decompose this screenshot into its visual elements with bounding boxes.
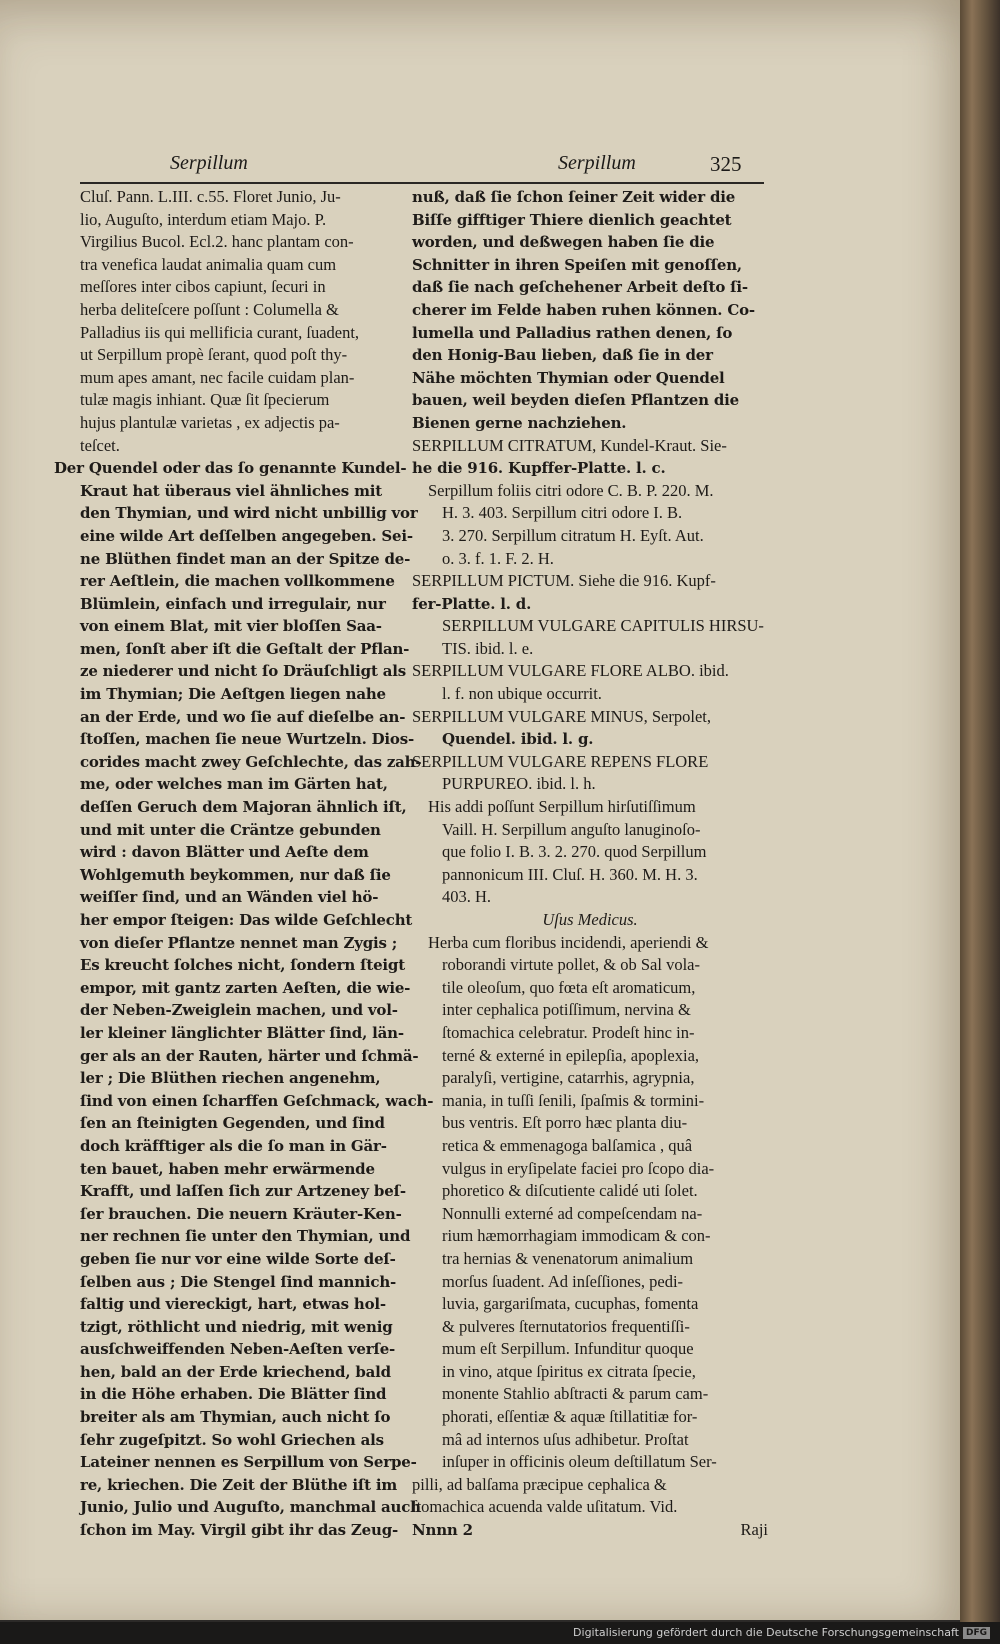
text-line: ut Serpillum propè ſerant, quod poſt thy- [80, 345, 348, 365]
text-line: ſtomachica acuenda valde uſitatum. Vid. [412, 1497, 678, 1517]
signature-mark: Nnnn 2 [412, 1521, 473, 1540]
text-line: pannonicum III. Cluſ. H. 360. M. H. 3. [442, 864, 698, 884]
text-line: geben ſie nur vor eine wilde Sorte deſ- [80, 1249, 396, 1268]
text-line: phorati, eſſentiæ & aquæ ſtillatitiæ for- [442, 1407, 698, 1427]
text-line: ſtomachica celebratur. Prodeſt hinc in- [442, 1022, 695, 1042]
text-line: Blümlein, einfach und irregulair, nur [80, 594, 386, 613]
text-line: corides macht zwey Geſchlechte, das zah- [80, 752, 422, 771]
text-line: mâ ad internos uſus adhibetur. Proſtat [442, 1429, 689, 1449]
text-line: in die Höhe erhaben. Die Blätter ſind [80, 1385, 387, 1404]
text-line: SERPILLUM VULGARE FLORE ALBO. ibid. [412, 661, 729, 681]
signature-line [412, 1519, 768, 1542]
text-line: que folio I. B. 3. 2. 270. quod Serpillum [442, 842, 707, 862]
text-line: PURPUREO. ibid. l. h. [442, 774, 596, 794]
header-center-title: Serpillum [558, 152, 636, 174]
text-line: Schnitter in ihren Speiſen mit genoſſen, [412, 255, 742, 274]
text-line: SERPILLUM VULGARE MINUS, Serpolet, [412, 706, 711, 726]
text-line: ſtoſſen, machen ſie neue Wurtzeln. Dios- [80, 730, 414, 749]
text-line: roborandi virtute pollet, & ob Sal vola- [442, 955, 700, 975]
text-line: wird : davon Blätter und Aeſte dem [80, 843, 369, 862]
text-line: in vino, atque ſpiritus ex citrata ſpecie, [442, 1361, 696, 1381]
text-line: tulæ magis inhiant. Quæ ſit ſpecierum [80, 390, 330, 410]
catchword: Raji [740, 1520, 768, 1540]
text-line: inter cephalica potiſſimum, nervina & [442, 1000, 691, 1020]
text-line: tra hernias & venenatorum animalium [442, 1248, 694, 1268]
text-line: Junio, Julio und Auguſto, manchmal auch [80, 1498, 421, 1517]
text-line: Nonnulli externé ad compeſcendam na- [442, 1203, 703, 1223]
text-line: o. 3. f. 1. F. 2. H. [442, 548, 554, 568]
text-line: tile oleoſum, quo fœta eſt aromaticum, [442, 977, 696, 997]
text-line: SERPILLUM VULGARE REPENS FLORE [412, 751, 709, 771]
text-line: monente Stahlio abſtracti & parum cam- [442, 1384, 709, 1404]
text-line: rium hæmorrhagiam immodicam & con- [442, 1226, 711, 1246]
text-line: Wohlgemuth beykommen, nur daß ſie [80, 865, 391, 884]
text-line: meſſores inter cibos capiunt, ſecuri in [80, 277, 326, 297]
left-column [54, 186, 434, 1542]
text-line: morſus ſuadent. Ad inſeſſiones, pedi- [442, 1271, 684, 1291]
text-line: lio, Auguſto, interdum etiam Majo. P. [80, 209, 327, 229]
page-number: 325 [710, 152, 742, 176]
header-left-title: Serpillum [170, 152, 248, 174]
text-line: weiſſer ſind, und an Wänden viel hö- [80, 888, 379, 907]
text-line: her empor ſteigen: Das wilde Geſchlecht [80, 911, 413, 929]
text-line: 3. 270. Serpillum citratum H. Eyſt. Aut. [442, 525, 704, 545]
text-line: ger als an der Rauten, härter und ſchmä- [80, 1046, 419, 1065]
text-line: ze niederer und nicht ſo Dräuſchligt als [80, 662, 406, 681]
text-line: tra venefica laudat animalia quam cum [80, 254, 337, 274]
text-line: Bienen gerne nachziehen. [412, 413, 627, 432]
text-line: His addi poſſunt Serpillum hirſutiſſimum [428, 797, 696, 817]
text-line: deſſen Geruch dem Majoran ähnlich iſt, [80, 798, 407, 817]
text-line: he die 916. Kupffer-Platte. l. c. [412, 459, 666, 478]
text-line: SERPILLUM VULGARE CAPITULIS HIRSU- [442, 616, 764, 636]
text-line: TIS. ibid. l. e. [442, 638, 534, 658]
right-column [412, 186, 768, 1542]
text-line: Serpillum foliis citri odore C. B. P. 220. M. [428, 480, 714, 500]
text-line: Cluſ. Pann. L.III. c.55. Floret Junio, Ju- [80, 187, 341, 206]
text-line: vulgus in eryſipelate faciei pro ſcopo dia- [442, 1158, 715, 1178]
text-line: rer Aeſtlein, die machen vollkommene [80, 572, 395, 591]
text-line: pilli, ad balſama præcipue cephalica & [412, 1474, 667, 1494]
text-line: daß ſie nach geſchehener Arbeit deſto ſi- [412, 278, 748, 297]
credit-text: Digitalisierung gefördert durch die Deutsche Forschungsgemeinschaft [573, 1626, 959, 1639]
text-line: l. f. non ubique occurrit. [442, 684, 602, 704]
text-line: ler kleiner länglichter Blätter ſind, län- [80, 1023, 404, 1042]
text-line: mum eſt Serpillum. Infunditur quoque [442, 1339, 694, 1359]
text-line: Biſſe gifftiger Thiere dienlich geachtet [412, 210, 732, 229]
text-line: phoretico & diſcutiente calidé uti ſolet. [442, 1181, 698, 1201]
text-line: von dieſer Pflantze nennet man Zygis ; [80, 933, 398, 952]
text-line: ſehr zugeſpitzt. So wohl Griechen als [80, 1430, 384, 1449]
text-line: retica & emmenagoga balſamica , quâ [442, 1135, 693, 1155]
text-line: nuß, daß ſie ſchon ſeiner Zeit wider die [412, 188, 736, 206]
running-header [0, 148, 974, 182]
dfg-logo: DFG [963, 1627, 990, 1639]
text-line: herba deliteſcere poſſunt : Columella & [80, 299, 339, 319]
text-line: ner rechnen ſie unter den Thymian, und [80, 1227, 411, 1246]
text-line: terné & externé in epilepſia, apoplexia, [442, 1045, 700, 1065]
text-line: Der Quendel oder das ſo genannte Kundel- [54, 459, 407, 478]
page-edge [960, 0, 1000, 1644]
text-line: 403. H. [442, 887, 492, 907]
text-line: Nähe möchten Thymian oder Quendel [412, 368, 725, 387]
text-line: den Thymian, und wird nicht unbillig vor [80, 504, 418, 523]
text-line: hen, bald an der Erde kriechend, bald [80, 1362, 391, 1381]
text-line: ten bauet, haben mehr erwärmende [80, 1159, 375, 1178]
text-line: und mit unter die Cräntze gebunden [80, 820, 381, 839]
text-line: luvia, gargariſmata, cucuphas, fomenta [442, 1294, 699, 1314]
text-line: Vaill. H. Serpillum anguſto lanuginoſo- [442, 819, 701, 839]
text-line: doch kräfftiger als die ſo man in Gär- [80, 1136, 387, 1155]
text-line: Lateiner nennen es Serpillum von Serpe- [80, 1453, 417, 1472]
text-line: Palladius iis qui mellificia curant, ſuadent, [80, 322, 360, 342]
text-line: den Honig-Bau lieben, daß ſie in der [412, 346, 713, 365]
text-line: fer-Platte. l. d. [412, 594, 532, 613]
text-line: ſer brauchen. Die neuern Kräuter-Ken- [80, 1204, 402, 1223]
text-line: worden, und deßwegen haben ſie die [412, 233, 715, 252]
text-line: bus ventris. Eſt porro hæc planta diu- [442, 1113, 688, 1133]
text-line: Quendel. ibid. l. g. [442, 730, 594, 749]
text-line: paralyſi, vertigine, catarrhis, agrypnia, [442, 1068, 695, 1088]
text-line: faltig und viereckigt, hart, etwas hol- [80, 1295, 386, 1314]
text-line: me, oder welches man im Gärten hat, [80, 775, 388, 794]
text-line: der Neben-Zweiglein machen, und vol- [80, 1001, 398, 1020]
text-line: ausſchweiffenden Neben-Aeſten verſe- [80, 1340, 396, 1359]
text-line: SERPILLUM PICTUM. Siehe die 916. Kupf- [412, 571, 716, 591]
text-line: inſuper in officinis oleum deſtillatum Ser- [442, 1452, 717, 1472]
text-line: ſind von einen ſcharffen Geſchmack, wach- [80, 1091, 434, 1110]
text-line: Krafft, und laſſen ſich zur Artzeney beſ- [80, 1182, 406, 1201]
text-line: bauen, weil beyden dieſen Pflantzen die [412, 391, 739, 410]
text-line: mum apes amant, nec facile cuidam plan- [80, 367, 355, 387]
text-line: hujus plantulæ varietas , ex adjectis pa- [80, 412, 340, 432]
text-line: cherer im Felde haben ruhen können. Co- [412, 300, 755, 319]
text-line: ler ; Die Blüthen riechen angenehm, [80, 1069, 381, 1088]
section-heading: Uſus Medicus. [542, 910, 638, 929]
text-line: lumella und Palladius rathen denen, ſo [412, 323, 733, 342]
text-line: Es kreucht ſolches nicht, ſondern ſteigt [80, 956, 405, 975]
text-line: Kraut hat überaus viel ähnliches mit [80, 481, 382, 500]
text-line: ſen an ſteinigten Gegenden, und ſind [80, 1114, 385, 1133]
text-line: teſcet. [80, 435, 120, 455]
text-line: Virgilius Bucol. Ecl.2. hanc plantam con- [80, 232, 354, 252]
text-line: mania, in tuſſi ſenili, ſpaſmis & tormini- [442, 1090, 705, 1110]
text-line: eine wilde Art deſſelben angegeben. Sei- [80, 526, 413, 545]
funding-credit [573, 1626, 990, 1639]
text-line: ne Blüthen findet man an der Spitze de- [80, 549, 411, 568]
text-line: im Thymian; Die Aeſtgen liegen nahe [80, 685, 386, 704]
text-line: ſelben aus ; Die Stengel ſind mannich- [80, 1272, 397, 1291]
text-line: re, kriechen. Die Zeit der Blüthe iſt im [80, 1475, 398, 1494]
text-line: tzigt, röthlicht und niedrig, mit wenig [80, 1317, 393, 1336]
header-rule [80, 182, 764, 184]
text-line: ſchon im May. Virgil gibt ihr das Zeug- [80, 1521, 399, 1540]
text-line: empor, mit gantz zarten Aeſten, die wie- [80, 978, 411, 997]
text-line: von einem Blat, mit vier bloſſen Saa- [80, 617, 382, 636]
text-line: & pulveres ſternutatorios frequentiſſi- [442, 1316, 690, 1336]
text-line: Herba cum floribus incidendi, aperiendi & [428, 932, 709, 952]
text-line: H. 3. 403. Serpillum citri odore I. B. [442, 503, 683, 523]
text-line: an der Erde, und wo ſie auf dieſelbe an- [80, 707, 406, 726]
text-line: breiter als am Thymian, auch nicht ſo [80, 1408, 391, 1427]
text-line: SERPILLUM CITRATUM, Kundel-Kraut. Sie- [412, 435, 727, 455]
text-line: men, ſonſt aber iſt die Geſtalt der Pflan- [80, 639, 410, 658]
